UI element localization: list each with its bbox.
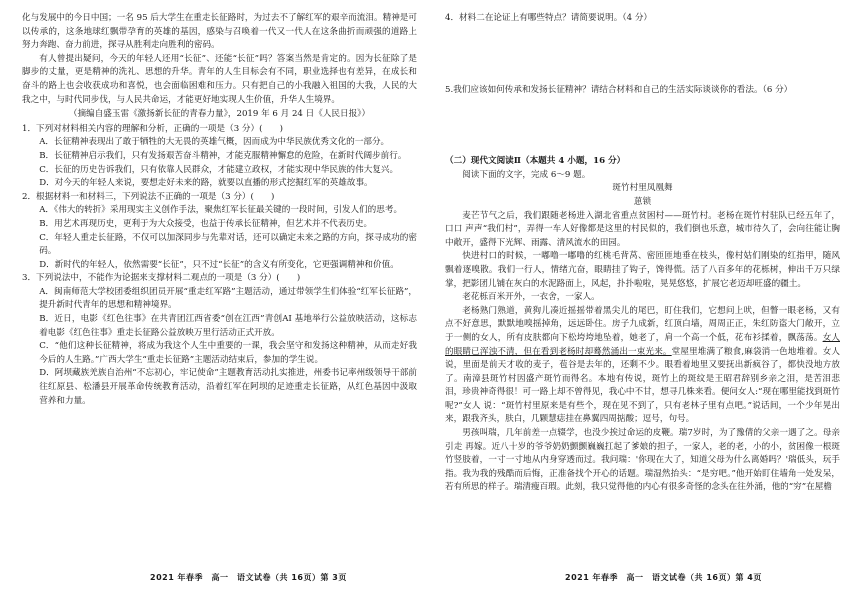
question-4: 4．材料二在论证上有哪些特点？请简要说明。（4 分） — [445, 13, 653, 23]
q3-option-d: D．阿坝藏族羌族自治州“不忘初心，牢记使命”主题教育活动扎实推进，州委书记率州级领导干部前往红原县、松潘县开展革命传统教育活动，沿着红军在阿坝的足迹重走长征路，从红色基因中汲取营养和力量。 — [39, 368, 417, 406]
q1-option-b: B．长征精神启示我们，只有发扬艰苦奋斗精神，才能克服精神懈怠的危险，在新时代阔步前行。 — [39, 150, 407, 161]
q3-option-b: B．近日，电影《红色往事》在共青团江西省委“创在江西”青创AI 基地举行公益放映活动，这标志着电影《红色往事》重走长征路公益放映万里行活动正式开放。 — [39, 314, 417, 338]
q2-option-d: D．新时代的年轻人，依然需要“长征”，只不过“长征”的含义有所变化，它更强调精神和价值。 — [39, 259, 399, 270]
article-paragraph: 麦芒节气之后，我们跟随老杨进入湖北省重点贫困村——斑竹村。老杨在斑竹村驻队已经五年了，口口 声声“我们村”，弄得一车人好像都是这里的村民似的，我们倒也乐意，城市待久了，会向往能让胸中敞开，盛得下光辉、雨露、清风流水的田园。 — [445, 210, 840, 248]
article-paragraph — [445, 305, 840, 427]
q1-option-d: D．对今天的年轻人来说，要想走好未来的路，就要以直播的形式挖掘红军的英雄故事。 — [39, 178, 373, 189]
article-text: 老杨熟门熟道，黄狗儿凑近摇摇带着黑尖儿的尾巴，盯住我们，它想问上吠，但瞥一眼老杨，又有点不好意思，默默地嗅摇掉角，远远卧住。房子九成新，红顶白墙，周周正正，朱红防盗大门敞开，立于一侧的女人，所有皮肤都向下松垮垮地坠着，她老了，肩一个高一个低，花布衫揉着，飘荡荡。 — [445, 305, 840, 343]
right-page — [445, 12, 840, 567]
page-footer-left: 2021 年春季 高一 语文试卷（共 16页）第 3页 — [150, 573, 347, 582]
question-1: 1．下列对材料相关内容的理解和分析，正确的一项是（3 分）( ) — [22, 123, 283, 134]
section-heading: （二）现代文阅读Ⅱ（本题共 4 小题，16 分） — [445, 156, 626, 167]
article-paragraph: 快进村口的时候，一嘟噜一嘟噜的红桃毛背莴、密匝匝地垂在枝头，像村姑们刚染的红指甲，随风飘着逐嗅散。我们一行人，情绪亢奋，眼睛挂了钩子，馋得慌。活了八百多年的花栎树，伸出千万只绿掌，把影团儿铺在灰白的水泥路面上，风起，扑扑啦啦，晃晃悠悠，扩展它老迈却旺盛的疆土。 — [445, 251, 840, 289]
q3-option-a: A．闽南师范大学校团委组织团员开展“重走红军路”主题活动，通过带领学生们体验“红军长征路”，提升新时代青年的思想和精神境界。 — [39, 286, 417, 311]
underlined-sentence: 女人的眼睛已浑浊不清，但在看到老杨时却蓦然涌出一束光来。 — [445, 332, 840, 357]
q3-option-c: C．“他们这种长征精神，将成为我这个人生中重要的一课，我会坚守和发扬这种精神，从而走好我今后的人生路。”广西大学生“重走长征路”主题活动结束后，参加的学生说。 — [39, 341, 417, 365]
source-citation: （摘编自盛玉雷《激扬新长征的青春力量》，2019 年 6 月 24 日《人民日报》） — [68, 109, 371, 120]
question-3: 3．下列说法中，不能作为论据来支撑材料二观点的一项是（3 分）( ) — [22, 273, 301, 284]
article-title: 斑竹村里凤凰舞 — [612, 183, 673, 194]
article-author: 葸锁 — [633, 196, 652, 207]
answer-space — [445, 97, 840, 155]
q2-option-c: C．年轻人重走长征路，不仅可以加深同步与先辈对话，还可以确定未来之路的方向，探寻成功的密码。 — [39, 232, 417, 257]
q2-option-a: A．《伟大的转折》采用现实主义创作手法，聚焦红军长征最关键的一段时间，引发人们的思考。 — [39, 205, 403, 216]
reading-instruction: 阅读下面的文字，完成 6～9 题。 — [462, 169, 591, 180]
page-footer-right: 2021 年春季 高一 语文试卷（共 16页）第 4页 — [565, 573, 762, 582]
passage-paragraph: 有人曾提出疑问，今天的年轻人还用“长征”、还能“长征”吗？答案当然是肯定的。因为长征除了是脚步的丈量，更是精神的洗礼、思想的升华。青年的人生目标会有不同，职业选择也有差异，在成长和奋斗的路上也会收获成功和喜悦，也会面临困难和压力。只有把自己的小我融入祖国的大我，人民的大我之中，与时代同步伐，与人民共命运，才能更好地实现人生价值，升华人生境界。 — [22, 53, 417, 105]
question-5: 5.我们应该如何传承和发扬长征精神？请结合材料和自己的生活实际谈谈你的看法。（6 分） — [445, 84, 793, 95]
left-page — [22, 12, 417, 567]
article-text: 堂屋里堆满了粮食,麻袋消一色地堆着。女人说，里面是前天才收的麦子，苞谷是去年的，还剩不少。眼看着地里又要抚出新疯谷了，都快没地方放了。南漳县斑竹村因盛产斑竹而得名。本地有传说，斑竹上的斑纹是王昭君辞别乡亲之泪，是苦泪悲泪，珍贵神奇得很！可一路上却不曾得见，我心中不甘，想寻几株来看。便问女人:“现在哪里能找到斑竹呢?”女人 说：“斑竹村里原来是有些个，现在见不到了，只有老林子里有点吧。”说话间，一个少年晃出来，跟我齐头，肤白，几颗慧痣挂在鼻翼四周掂酸；逗号，句号。 — [445, 346, 840, 425]
passage-paragraph: 化与发展中的今日中国；一名 95 后大学生在重走长征路时，为过去不了解红军的艰辛而流泪。精神是可以传承的，这条地球红飘带孕育的英雄的基因，感染与召唤着一代又一代人在这条曲折而顽强的道路上努力奔跑、奋力前进，探寻从胜利走向胜利的密码。 — [22, 13, 417, 51]
q2-option-b: B．用艺术再现历史，更利于为大众接受，也益于传承长征精神，但艺术并不代表历史。 — [39, 218, 373, 229]
article-paragraph: 男孩叫瑞，几年前差一点辍学，也没少挨过命运的皮鞭。瑞7岁时，为了豫倩的父亲一遇了之。母亲引走 再嫁。近八十岁的爷爷奶奶颤颤巍巍扛起了爹娘的担子，一家人，老的老，小的小，贫困像一根斑竹竖肢着，一寸一寸地从内身穿透而过。我问瑞：'你现在大了，知道父母为什么离婚吗？'瑞低头，玩手指。我为我的残酷而后悔，正准备找个开心的话题。瑞湿然抬头：“是穷吧。”他开始盯住墙角一处发呆，若有所思的样子。瑞清瘦百瑕。此刻，我只觉得他的内心有很多奇怪的念头在往外涌，他的“穷”在屋檐 — [445, 428, 840, 493]
answer-space — [445, 26, 840, 84]
q1-option-c: C．长征的历史告诉我们，只有依靠人民群众，才能建立政权，才能实现中华民族的伟大复兴。 — [39, 164, 399, 175]
q1-option-a: A．长征精神表现出了敢于牺牲的大无畏的英雄气概，因而成为中华民族优秀文化的一部分。 — [39, 137, 390, 148]
article-paragraph: 老花栎百米开外，一衣舍，一家人。 — [462, 292, 600, 303]
question-2: 2．根据材料一和材料三，下列说法不正确的一项是（3 分）( ) — [22, 191, 275, 202]
